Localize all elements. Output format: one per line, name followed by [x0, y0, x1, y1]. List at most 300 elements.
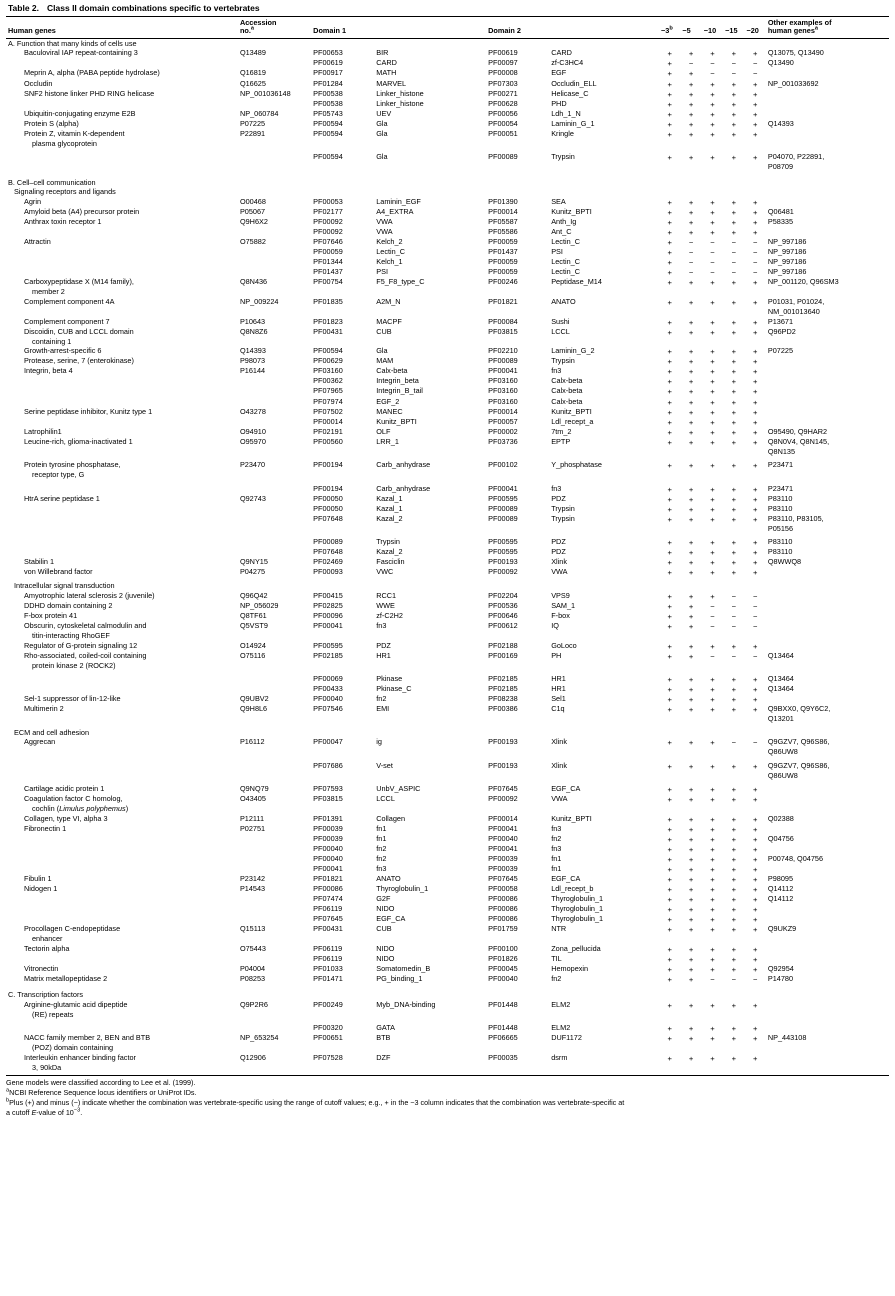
gene-name-cell: [6, 153, 238, 163]
table-row: [6, 705, 889, 715]
table-row: [6, 675, 889, 685]
domain1-pfam-cell: PF07648: [313, 513, 343, 523]
cutoff-10-cell: −: [710, 248, 715, 258]
cutoff-15-cell: −: [731, 651, 737, 661]
table-row: [6, 568, 889, 578]
domain1-name-cell: Integrin_B_tail: [376, 386, 423, 396]
gene-name-cell: Carboxypeptidase X (M14 family),: [24, 277, 134, 287]
domain1-name-cell: MARVEL: [376, 78, 407, 88]
domain2-pfam-cell: PF00008: [488, 68, 518, 78]
cutoff-3-cell: +: [667, 538, 672, 548]
other-examples-cell: Q86UW8: [767, 770, 798, 780]
cutoff-20-cell: [744, 935, 765, 945]
gene-name-cell: Coagulation factor C homolog,: [24, 794, 123, 804]
cutoff-5-cell: [680, 139, 701, 149]
table-row: [6, 377, 889, 387]
domain1-name-cell: [374, 1010, 486, 1020]
gene-name-cell: [6, 675, 238, 685]
table-row: [6, 89, 889, 99]
cutoff-10-cell: +: [710, 208, 715, 217]
table-row: [6, 651, 889, 661]
accession-cell: [238, 484, 311, 494]
other-examples-cell: [766, 357, 889, 367]
cutoff-10-cell: +: [710, 504, 715, 514]
cutoff-3-cell: +: [667, 347, 672, 357]
domain1-pfam-cell: PF00041: [313, 620, 343, 630]
cutoff-5-cell: +: [688, 461, 694, 471]
cutoff-20-cell: [744, 1010, 765, 1020]
domain1-pfam-cell: PF00059: [313, 247, 343, 257]
gene-name-cell: Integrin, beta 4: [24, 366, 73, 376]
cutoff-15-cell: −: [731, 621, 737, 631]
cutoff-5-cell: [680, 771, 701, 781]
cutoff-15-cell: +: [731, 327, 737, 337]
accession-cell: P16144: [239, 366, 266, 376]
gene-name-cell: Sel-1 suppressor of lin-12-like: [24, 694, 121, 704]
cutoff-10-cell: +: [710, 514, 715, 524]
domain2-name-cell: [549, 1064, 659, 1074]
table-row: [6, 905, 889, 915]
domain2-pfam-cell: [486, 471, 549, 481]
cutoff-3-cell: +: [667, 153, 672, 163]
cutoff-10-cell: +: [710, 885, 715, 895]
gene-name-cell: Leucine-rich, glioma-inactivated 1: [24, 436, 133, 446]
table-row: [6, 738, 889, 748]
table-row: [6, 965, 889, 975]
domain1-pfam-cell: PF07648: [313, 547, 343, 557]
domain1-name-cell: OLF: [376, 426, 391, 436]
accession-cell: [238, 1010, 311, 1020]
other-examples-cell: [766, 417, 889, 427]
domain2-pfam-cell: PF03736: [488, 436, 518, 446]
accession-cell: [238, 761, 311, 771]
cutoff-20-cell: +: [752, 845, 758, 855]
accession-cell: P10643: [239, 316, 266, 326]
cutoff-20-cell: +: [752, 317, 758, 327]
cutoff-15-cell: +: [731, 317, 737, 327]
gene-name-cell: Procollagen C-endopeptidase: [24, 924, 121, 934]
cutoff-3-cell: [659, 524, 680, 534]
cutoff-15-cell: +: [731, 568, 737, 578]
domain2-pfam-cell: PF00014: [488, 406, 518, 416]
domain1-pfam-cell: PF01284: [313, 78, 343, 88]
domain2-name-cell: Trypsin: [551, 152, 575, 162]
cutoff-10-cell: +: [710, 895, 715, 905]
domain2-name-cell: IQ: [551, 620, 559, 630]
cutoff-10-cell: +: [710, 218, 715, 228]
gene-name-cell: Intracellular signal transduction: [14, 581, 115, 591]
domain2-pfam-cell: PF02185: [488, 674, 518, 684]
accession-cell: [238, 524, 311, 534]
cutoff-20-cell: +: [752, 855, 758, 865]
cutoff-5-cell: [680, 935, 701, 945]
domain1-pfam-cell: PF07546: [313, 704, 343, 714]
cutoff-20-cell: +: [752, 278, 758, 288]
cutoff-15-cell: +: [731, 208, 737, 217]
cutoff-5-cell: +: [688, 558, 694, 568]
cutoff-3-cell: +: [667, 955, 672, 965]
cutoff-5-cell: +: [688, 297, 694, 307]
cutoff-5-cell: +: [688, 218, 694, 228]
cutoff-10-cell: +: [710, 1000, 715, 1010]
cutoff-5-cell: +: [688, 197, 694, 207]
table-row: [6, 715, 889, 725]
domain2-name-cell: [549, 524, 659, 534]
cutoff-10-cell: +: [710, 387, 715, 397]
cutoff-20-cell: −: [752, 621, 758, 631]
domain1-name-cell: Kazal_1: [376, 493, 403, 503]
cutoff-10-cell: −: [710, 611, 715, 621]
domain2-pfam-cell: PF00040: [488, 834, 518, 844]
cutoff-20-cell: +: [752, 641, 758, 651]
table-row: [6, 925, 889, 935]
table-row: [6, 1053, 889, 1063]
col-cutoff-5: −5: [680, 17, 701, 39]
domain2-name-cell: [549, 748, 659, 758]
species-italic: Limulus polyphemus: [59, 804, 126, 814]
other-examples-cell: Q13490: [767, 58, 794, 68]
domain2-pfam-cell: PF01448: [488, 1023, 518, 1033]
accession-cell: [238, 139, 311, 149]
cutoff-3-cell: +: [667, 494, 672, 504]
domain2-name-cell: Thyroglobulin_1: [551, 904, 604, 914]
cutoff-15-cell: +: [731, 761, 737, 771]
domain1-name-cell: DZF: [376, 1052, 391, 1062]
accession-cell: Q9H8L6: [239, 704, 268, 714]
accession-cell: P22891: [239, 128, 266, 138]
cutoff-10-cell: +: [710, 427, 715, 437]
cutoff-3-cell: +: [667, 785, 672, 795]
cutoff-3-cell: +: [667, 815, 672, 825]
domain2-name-cell: [549, 715, 659, 725]
section-header-row: [6, 991, 889, 1001]
cutoff-10-cell: +: [710, 494, 715, 504]
domain1-pfam-cell: PF00086: [313, 884, 343, 894]
cutoff-5-cell: +: [688, 855, 694, 865]
cutoff-20-cell: +: [752, 494, 758, 504]
table-row: [6, 591, 889, 601]
cutoff-20-cell: +: [752, 417, 758, 427]
accession-cell: [238, 377, 311, 387]
gene-name-cell: [6, 248, 238, 258]
domain2-pfam-cell: [486, 1064, 549, 1074]
accession-cell: Q8N436: [239, 277, 268, 287]
cutoff-10-cell: [702, 748, 723, 758]
domain2-pfam-cell: PF00035: [488, 1052, 518, 1062]
gene-name-cell: Cartilage acidic protein 1: [24, 784, 105, 794]
cutoff-10-cell: [702, 524, 723, 534]
other-line1: Other examples of: [767, 18, 832, 27]
cutoff-15-cell: [723, 805, 744, 815]
cutoff-20-cell: +: [752, 218, 758, 228]
cutoff-20-cell: +: [752, 905, 758, 915]
cutoff-10-cell: +: [710, 548, 715, 558]
cutoff-5-cell: +: [688, 835, 694, 845]
cutoff-10-cell: +: [710, 357, 715, 367]
cutoff-10-cell: −: [710, 258, 715, 268]
domain1-pfam-cell: PF07646: [313, 237, 343, 247]
domain1-name-cell: Kelch_1: [376, 257, 403, 267]
cutoff-20-cell: +: [752, 835, 758, 845]
cutoff-15-cell: +: [731, 945, 737, 955]
cutoff-5-cell: +: [688, 437, 694, 447]
domain2-pfam-cell: PF00102: [488, 460, 518, 470]
gene-name-cell: containing 1: [32, 336, 72, 346]
cutoff-20-cell: +: [752, 504, 758, 514]
domain2-pfam-cell: PF00595: [488, 537, 518, 547]
accession-cell: [238, 1064, 311, 1074]
domain1-pfam-cell: PF01835: [313, 296, 343, 306]
other-line2: human genes: [767, 26, 815, 36]
accession-cell: O43278: [239, 406, 266, 416]
domain1-pfam-cell: PF00362: [313, 376, 343, 386]
cutoff-3-cell: +: [667, 865, 672, 875]
domain1-name-cell: ig: [376, 737, 382, 747]
domain2-name-cell: Sushi: [551, 316, 570, 326]
domain1-name-cell: Carb_anhydrase: [376, 460, 431, 470]
cutoff-10-cell: +: [710, 407, 715, 417]
cutoff-5-cell: +: [688, 367, 694, 377]
domain2-pfam-cell: PF03160: [488, 376, 518, 386]
table-body: [6, 39, 889, 1073]
accession-cell: Q9H6X2: [239, 217, 268, 227]
domain1-name-cell: Collagen: [376, 814, 406, 824]
domain1-pfam-cell: PF07686: [313, 760, 343, 770]
table-row: [6, 504, 889, 514]
accession-cell: [238, 447, 311, 457]
domain1-pfam-cell: PF02191: [313, 426, 343, 436]
domain1-name-cell: fn1: [376, 824, 387, 834]
domain1-pfam-cell: PF00093: [313, 567, 343, 577]
other-examples-cell: P83110: [767, 503, 793, 513]
cutoff-20-cell: +: [752, 357, 758, 367]
cutoff-20-cell: [744, 163, 765, 173]
cutoff-3-cell: +: [667, 965, 672, 975]
cutoff-15-cell: +: [731, 514, 737, 524]
domain2-pfam-cell: PF00040: [488, 974, 518, 984]
domain2-pfam-cell: PF00059: [488, 237, 518, 247]
cutoff-20-cell: +: [752, 437, 758, 447]
cutoff-5-cell: +: [688, 761, 694, 771]
other-examples-cell: [766, 641, 889, 651]
domain2-pfam-cell: PF07645: [488, 784, 518, 794]
other-examples-cell: P13671: [767, 316, 794, 326]
cutoff-3-cell: +: [667, 367, 672, 377]
domain1-name-cell: PG_binding_1: [376, 974, 423, 984]
accession-cell: O14924: [239, 640, 266, 650]
cutoff-5-cell: +: [688, 119, 694, 129]
footnote-classification: Gene models were classified according to Lee et al. (1999).: [6, 1078, 196, 1088]
cutoff-3-cell: +: [667, 945, 672, 955]
cutoff-5-cell: [680, 188, 701, 198]
domain2-pfam-cell: PF00059: [488, 267, 518, 277]
domain2-pfam-cell: PF00014: [488, 814, 518, 824]
gene-name-cell: Collagen, type VI, alpha 3: [24, 814, 108, 824]
cutoff-15-cell: −: [731, 975, 737, 985]
domain1-pfam-cell: PF06119: [313, 944, 343, 954]
cutoff-20-cell: +: [752, 795, 758, 805]
domain2-name-cell: C1q: [551, 704, 565, 714]
accession-cell: [238, 845, 311, 855]
other-examples-cell: Q13464: [767, 684, 794, 694]
domain1-name-cell: LRR_1: [376, 436, 399, 446]
cutoff-10-cell: +: [710, 955, 715, 965]
gene-name-cell: protein kinase 2 (ROCK2): [32, 660, 116, 670]
other-examples-cell: Q8WWQ8: [767, 557, 802, 567]
other-examples-cell: [766, 397, 889, 407]
domain2-pfam-cell: PF02210: [488, 346, 518, 356]
gene-name-cell: Signaling receptors and ligands: [14, 187, 116, 197]
domain1-name-cell: Pkinase: [376, 674, 403, 684]
other-examples-cell: [766, 109, 889, 119]
cutoff-15-cell: +: [731, 79, 737, 89]
gene-name-cell: [6, 377, 238, 387]
cutoff-10-cell: −: [710, 268, 715, 278]
cutoff-3-cell: [659, 139, 680, 149]
col-cutoff-20: −20: [744, 17, 765, 39]
cutoff-10-cell: +: [710, 965, 715, 975]
cutoff-20-cell: −: [752, 69, 758, 79]
domain1-pfam-cell: PF00538: [313, 98, 343, 108]
domain2-name-cell: fn2: [551, 834, 562, 844]
footnote-cutoff-cont-a: a cutoff: [6, 1107, 32, 1117]
domain1-name-cell: Kazal_2: [376, 513, 403, 523]
domain1-pfam-cell: [311, 715, 374, 725]
domain1-pfam-cell: PF00433: [313, 684, 343, 694]
gene-name-cell: NACC family member 2, BEN and BTB: [24, 1033, 151, 1043]
cutoff-3-cell: +: [667, 99, 672, 109]
cutoff-15-cell: +: [731, 955, 737, 965]
cutoff-15-cell: +: [731, 109, 737, 119]
table-row: [6, 855, 889, 865]
domain1-pfam-cell: PF07502: [313, 406, 343, 416]
cutoff-10-cell: [702, 632, 723, 642]
cutoff-10-cell: +: [710, 738, 715, 748]
domain2-pfam-cell: PF00056: [488, 108, 518, 118]
cutoff-5-cell: +: [688, 228, 694, 238]
domain2-name-cell: zf-C3HC4: [551, 58, 584, 68]
cutoff-5-cell: +: [688, 548, 694, 558]
domain1-name-cell: Gla: [376, 152, 388, 162]
cutoff-20-cell: [744, 288, 765, 298]
gene-name-cell: [6, 524, 238, 534]
gene-name-cell: [6, 761, 238, 771]
cutoff-15-cell: [723, 471, 744, 481]
accession-cell: Q5VST9: [239, 620, 268, 630]
other-examples-cell: NP_443108: [767, 1033, 807, 1043]
gene-name-cell: Amyotrophic lateral sclerosis 2 (juvenile): [24, 590, 155, 600]
domain2-pfam-cell: PF00092: [488, 567, 518, 577]
domain1-pfam-cell: PF01471: [313, 974, 343, 984]
gene-name-cell: Complement component 7: [24, 316, 110, 326]
domain2-pfam-cell: PF00100: [488, 944, 518, 954]
accession-cell: Q96Q42: [239, 590, 268, 600]
cutoff-5-cell: +: [688, 785, 694, 795]
cutoff-20-cell: [744, 748, 765, 758]
cutoff-20-cell: −: [752, 248, 758, 258]
cutoff-10-cell: +: [710, 945, 715, 955]
cutoff-3-cell: +: [667, 601, 672, 611]
domain2-name-cell: Kunitz_BPTI: [551, 814, 592, 824]
cutoff-15-cell: +: [731, 695, 737, 705]
domain1-name-cell: CUB: [376, 326, 392, 336]
cutoff-5-cell: +: [688, 89, 694, 99]
other-examples-cell: Q86UW8: [767, 747, 798, 757]
domain1-pfam-cell: PF00595: [313, 640, 343, 650]
accession-cell: Q13489: [239, 48, 266, 58]
gene-name-cell: Fibulin 1: [24, 874, 52, 884]
domain2-name-cell: ANATO: [551, 296, 576, 306]
gene-name-cell: [6, 99, 238, 109]
table-row: [6, 524, 889, 534]
cutoff-20-cell: +: [752, 1034, 758, 1044]
table-row: [6, 771, 889, 781]
accession-cell: [238, 387, 311, 397]
domain1-pfam-cell: PF00754: [313, 277, 343, 287]
cutoff-15-cell: +: [731, 49, 737, 59]
cutoff-15-cell: +: [731, 218, 737, 228]
other-examples-cell: [766, 785, 889, 795]
cutoff-3-cell: +: [667, 248, 672, 258]
table-row: [6, 129, 889, 139]
domain2-name-cell: Ldl_recept_a: [551, 416, 594, 426]
domain2-pfam-cell: PF00646: [488, 610, 518, 620]
domain2-name-cell: Laminin_G_2: [551, 346, 595, 356]
cutoff-20-cell: +: [752, 347, 758, 357]
gene-name-cell: [6, 748, 238, 758]
cutoff-15-cell: +: [731, 119, 737, 129]
other-examples-cell: [766, 601, 889, 611]
other-examples-cell: Q04756: [767, 834, 794, 844]
domain1-pfam-cell: PF00594: [313, 118, 343, 128]
col-cutoff-15: −15: [723, 17, 744, 39]
table-row: [6, 845, 889, 855]
domain1-name-cell: V-set: [376, 760, 393, 770]
domain1-name-cell: Lectin_C: [376, 247, 406, 257]
cutoff-20-cell: +: [752, 228, 758, 238]
table-row: [6, 153, 889, 163]
cutoff-5-cell: +: [688, 99, 694, 109]
gene-name-cell: [6, 855, 238, 865]
cutoff-10-cell: +: [710, 905, 715, 915]
cutoff-15-cell: +: [731, 865, 737, 875]
domain1-name-cell: HR1: [376, 650, 391, 660]
cutoff-15-cell: +: [731, 538, 737, 548]
accession-cell: Q12906: [239, 1052, 266, 1062]
table-row: [6, 238, 889, 248]
cutoff-3-cell: +: [667, 504, 672, 514]
domain1-name-cell: ANATO: [376, 874, 401, 884]
domain1-pfam-cell: PF00917: [313, 68, 343, 78]
accession-cell: [238, 248, 311, 258]
cutoff-20-cell: [744, 728, 765, 738]
table-row: [6, 621, 889, 631]
domain1-pfam-cell: [311, 771, 374, 781]
domain1-pfam-cell: PF01823: [313, 316, 343, 326]
cutoff-3-cell: [659, 1064, 680, 1074]
domain1-pfam-cell: [311, 471, 374, 481]
cutoff-10-cell: +: [710, 99, 715, 109]
cutoff-3-cell: +: [667, 484, 672, 494]
cutoff-5-cell: +: [688, 1024, 694, 1034]
accession-line1: Accession: [239, 18, 277, 27]
table-row: [6, 317, 889, 327]
domain2-pfam-cell: PF06665: [488, 1033, 518, 1043]
domain2-name-cell: Thyroglobulin_1: [551, 914, 604, 924]
domain1-pfam-cell: PF07965: [313, 386, 343, 396]
cutoff-15-cell: [723, 661, 744, 671]
cutoff-5-cell: +: [688, 651, 694, 661]
